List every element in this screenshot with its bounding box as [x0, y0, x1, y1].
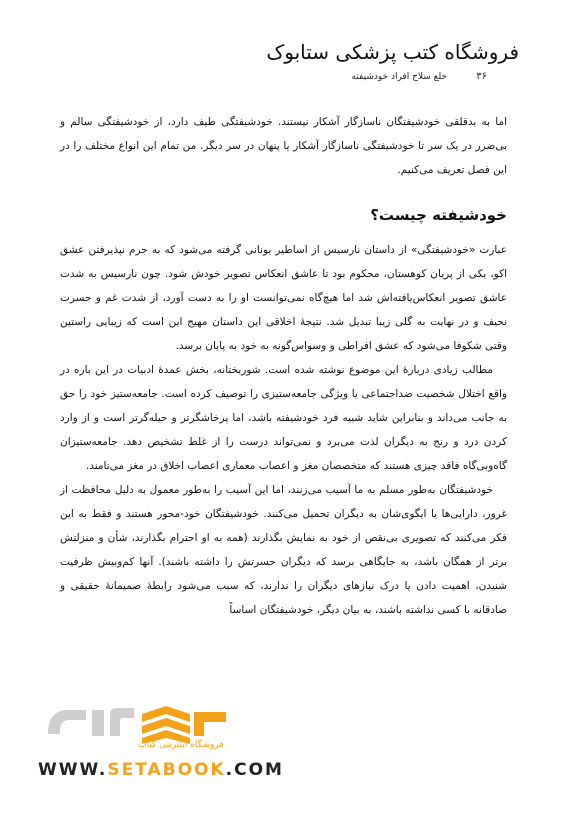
logo-letter-shape [110, 708, 134, 736]
setabook-watermark [38, 696, 284, 786]
url-prefix: WWW. [38, 760, 108, 780]
intro-paragraph: اما به بدقلقی خودشیفتگان ناسازگار آشکار نیستند. خودشیفتگی طیف دارد، از خودشیفتگی سالم و بی‌ضرر در یک سر تا خودشیفتگی ناسازگار آشکار یا پنهان در سر دیگر. من تمام این انواع مختلف را در این فصل تعریف می‌کنیم. [60, 116, 507, 176]
logo-letter-shape [48, 710, 86, 734]
body-paragraph: عبارت «خودشیفتگی» از داستان نارسیس از اساطیر یونانی گرفته می‌شود که به جرم نپذیرفتن عشق اکو، یکی از پریان کوهستان، محکوم بود تا عاشق انعکاس تصویر خودش شود. چون نارسیس به شدت عاشق تصویر انعکاس‌یافته‌اش شد اما هیچ‌گاه نمی‌توانست او را به دست آورد، از شدت غم و حسرت نحیف و در نهایت به گلی زیبا تبدیل شد. نتیجهٔ اخلاقی این داستان مهیج این است که زیبایی راستین وقتی شکوفا می‌شود که عشق افراطی و وسواس‌گونه به خود به پایان برسد. [60, 244, 507, 352]
section-heading: خودشیفته چیست؟ [370, 206, 507, 224]
page-number: ۳۶ [476, 71, 487, 82]
logo-letter-shape [92, 710, 104, 736]
body-paragraph: خودشیفتگان به‌طور مسلم به ما آسیب می‌زنند، اما این آسیب را به‌طور معمول به دلیل محافظت از غرور، دارایی‌ها یا ایگوی‌شان به دیگران تحمیل می‌کنند. خودشیفتگان خود-محور هستند و فقط به این فکر می‌کنند که تصویری بی‌نقص از خود به نمایش بگذارند (همه به او احترام بگذارند، شأن و منزلتش برتر از همگان باشد، به جایگاهی برسد که دیگران حسرتش را داشته باشند). آنها کم‌وبیش ظرفیت شنیدن، اهمیت دادن یا درک نیازهای دیگران را ندارند، که سبب می‌شود رابطهٔ صمیمانهٔ حقیقی و صادقانه با کسی نداشته باشند، به بیان دیگر، خودشیفتگان اساساً [60, 484, 507, 616]
running-head: خلع سلاح افراد خودشیفته [351, 72, 447, 82]
store-title: فروشگاه کتب پزشکی ستابوک [266, 40, 519, 64]
body-paragraph: مطالب زیادی دربارهٔ این موضوع نوشته شده است. شوربختانه، بخش عمدهٔ ادبیات در این باره در واقع اختلال شخصیت ضداجتماعی یا ویژگی جامعه‌ستیزی را توصیف کرده است. جامعه‌ستیز خود را حق به جانب می‌داند و بنابراین شاید شبیه فرد خودشیفته باشد، اما پرخاشگرتر و حیله‌گرتر است و از وارد کردن درد و رنج به دیگران لذت می‌برد و نمی‌تواند درست را از غلط تشخیص دهد. جامعه‌ستیزان گاه‌وبی‌گاه فاقد چیزی هستند که متخصصان مغز و اعصاب معماری اعصاب اخلاق در مغز می‌نامند. [60, 364, 507, 472]
intro-paragraph-block [60, 110, 507, 182]
watermark-tagline: فروشگاه اینترنتی کتاب [138, 740, 224, 750]
url-suffix: .COM [225, 760, 284, 780]
url-brand: SETABOOK [107, 760, 226, 780]
section-body [60, 238, 507, 622]
watermark-url [38, 760, 284, 780]
logo-letter-shape [194, 712, 226, 736]
